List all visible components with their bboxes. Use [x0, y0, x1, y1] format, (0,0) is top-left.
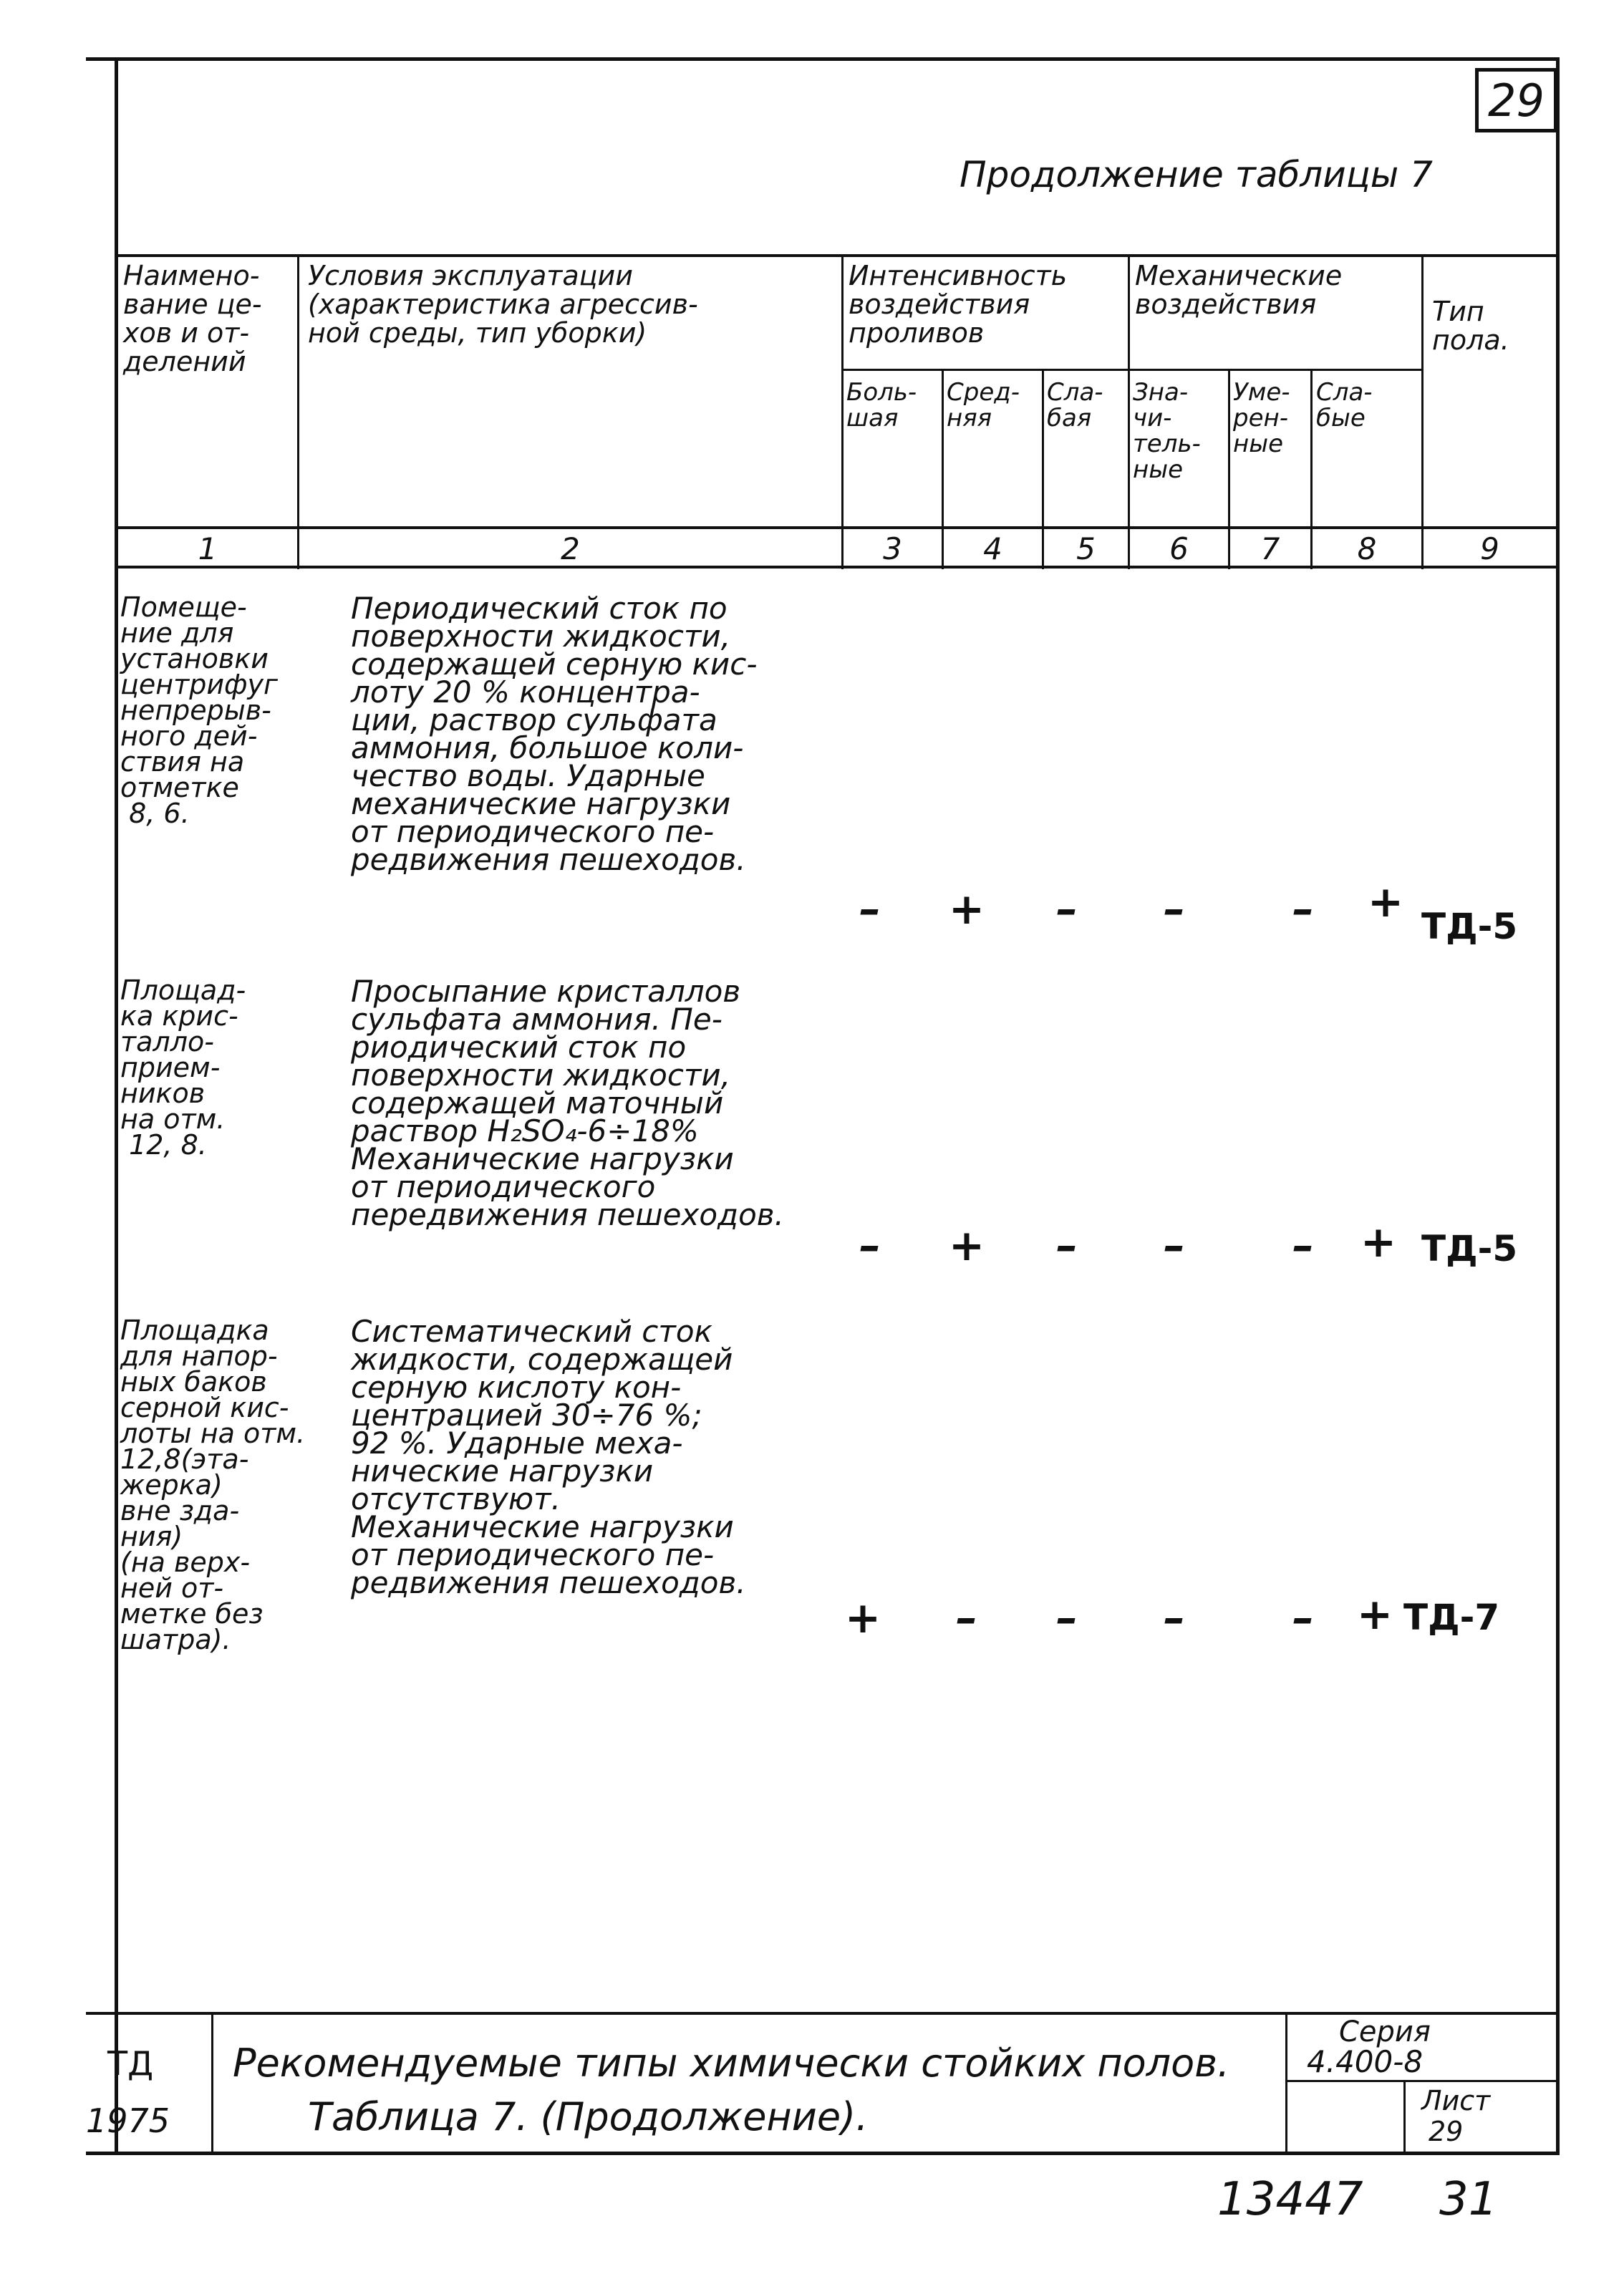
row-2-mark-large: –	[859, 1221, 881, 1271]
title-block-top-line	[86, 2012, 1560, 2015]
row-1-conditions: Периодический сток по поверхности жидкости, содержащей серную кис- лоту 20 % концентра- ции, раствор сульфата аммония, большое коли- чество воды. Ударные механические нагрузки от периодического пе- редвижения пешеходов.	[351, 591, 758, 877]
row-1-mark-weak-mech: +	[1367, 877, 1404, 927]
page-number: 29	[1475, 68, 1557, 132]
subheader-medium: Сред- няя	[947, 378, 1020, 432]
subheader-moderate: Уме- рен- ные	[1233, 378, 1290, 458]
row-1-floor-type: ТД-5	[1421, 906, 1518, 947]
column-number: 2	[561, 531, 580, 566]
column-number: 1	[198, 531, 218, 566]
row-3-mark-medium: –	[956, 1593, 977, 1643]
sheet-count: 31	[1439, 2173, 1498, 2226]
row-3-mark-significant: –	[1164, 1593, 1185, 1643]
row-1-mark-large: –	[859, 884, 881, 934]
row-2-mark-weak-mech: +	[1360, 1217, 1397, 1267]
column-number: 9	[1480, 531, 1499, 566]
series-value: 4.400-8	[1307, 2044, 1424, 2079]
column-number: 5	[1076, 531, 1096, 566]
row-2-mark-medium: +	[948, 1221, 985, 1271]
row-2-mark-weak: –	[1056, 1221, 1078, 1271]
col-divider-8	[1421, 254, 1424, 569]
row-3-mark-moderate: –	[1292, 1593, 1314, 1643]
subheader-significant: Зна- чи- тель- ные	[1133, 378, 1201, 484]
header-mech-group: Механические воздействия	[1135, 260, 1343, 320]
subheader-line	[841, 369, 1421, 371]
header-floor-type: Тип пола.	[1432, 296, 1509, 356]
row-2-floor-type: ТД-5	[1421, 1228, 1518, 1269]
column-number: 3	[883, 531, 902, 566]
subheader-weak: Сла- бая	[1047, 378, 1103, 432]
row-3-mark-weak-mech: +	[1356, 1589, 1393, 1640]
header-col2: Условия эксплуатации (характеристика агрессив- ной среды, тип уборки)	[308, 260, 698, 349]
header-spill-group: Интенсивность воздействия проливов	[849, 260, 1068, 349]
column-number: 4	[983, 531, 1002, 566]
row-1-mark-moderate: –	[1292, 884, 1314, 934]
title-block-divider-right	[1285, 2012, 1287, 2155]
column-number: 7	[1260, 531, 1280, 566]
row-3-mark-weak: –	[1056, 1593, 1078, 1643]
row-2-name: Площад- ка крис- талло- прием- ников на отм. 12, 8.	[120, 974, 246, 1161]
title-block-divider-sheet	[1403, 2080, 1406, 2155]
title-block-title-line-2: Таблица 7. (Продолжение).	[308, 2094, 869, 2139]
title-block-code: ТД	[107, 2044, 154, 2083]
row-3-mark-large: +	[844, 1593, 881, 1643]
series-label: Серия	[1339, 2016, 1431, 2048]
title-block-year: 1975	[86, 2101, 170, 2140]
header-bottom-line	[115, 526, 1560, 529]
frame-top-line	[86, 57, 1560, 61]
continuation-label: Продолжение таблицы 7	[960, 154, 1433, 195]
row-1-mark-weak: –	[1056, 884, 1078, 934]
title-block-divider-left	[211, 2012, 213, 2155]
row-2-mark-moderate: –	[1292, 1221, 1314, 1271]
row-1-mark-medium: +	[948, 884, 985, 934]
row-3-floor-type: ТД-7	[1403, 1597, 1500, 1638]
col-divider-2	[841, 254, 844, 569]
frame-left-line	[115, 57, 118, 2155]
column-number: 6	[1169, 531, 1189, 566]
subheader-weak-mech: Сла- бые	[1316, 378, 1373, 432]
row-3-name: Площадка для напор- ных баков серной кис- лоты на отм. 12,8(эта- жерка) вне зда- ния) (на верх- ней от- метке без шатра).	[120, 1315, 306, 1655]
subheader-large: Боль- шая	[846, 378, 917, 432]
sheet-label: Лист	[1421, 2085, 1491, 2116]
column-number: 8	[1357, 531, 1377, 566]
title-block-title-line-1: Рекомендуемые типы химически стойких полов.	[233, 2041, 1230, 2086]
row-2-mark-significant: –	[1164, 1221, 1185, 1271]
row-1-name: Помеще- ние для установки центрифуг непрерыв- ного дей- ствия на отметке 8, 6.	[120, 591, 278, 829]
title-block-mid-line	[1285, 2080, 1560, 2082]
row-2-conditions: Просыпание кристаллов сульфата аммония. Пе- риодический сток по поверхности жидкости, содержащей маточный раствор H₂SO₄-6÷18% Механические нагрузки от периодического передвижения пешеходов.	[351, 974, 784, 1232]
col-divider-5	[1128, 254, 1130, 569]
row-3-conditions: Систематический сток жидкости, содержащей серную кислоту кон- центрацией 30÷76 %; 92 %. Ударные меха- нические нагрузки отсутствуют. Механические нагрузки от периодического пе- редвижения пешеходов.	[351, 1314, 746, 1600]
sheet-value: 29	[1429, 2116, 1464, 2147]
frame-right-line	[1556, 57, 1560, 2155]
table-top-line	[115, 254, 1560, 257]
archive-number: 13447	[1217, 2173, 1363, 2226]
frame-bottom-line	[86, 2152, 1560, 2155]
header-col1: Наимено- вание це- хов и от- делений	[123, 260, 262, 377]
col-divider-1	[297, 254, 299, 569]
row-1-mark-significant: –	[1164, 884, 1185, 934]
